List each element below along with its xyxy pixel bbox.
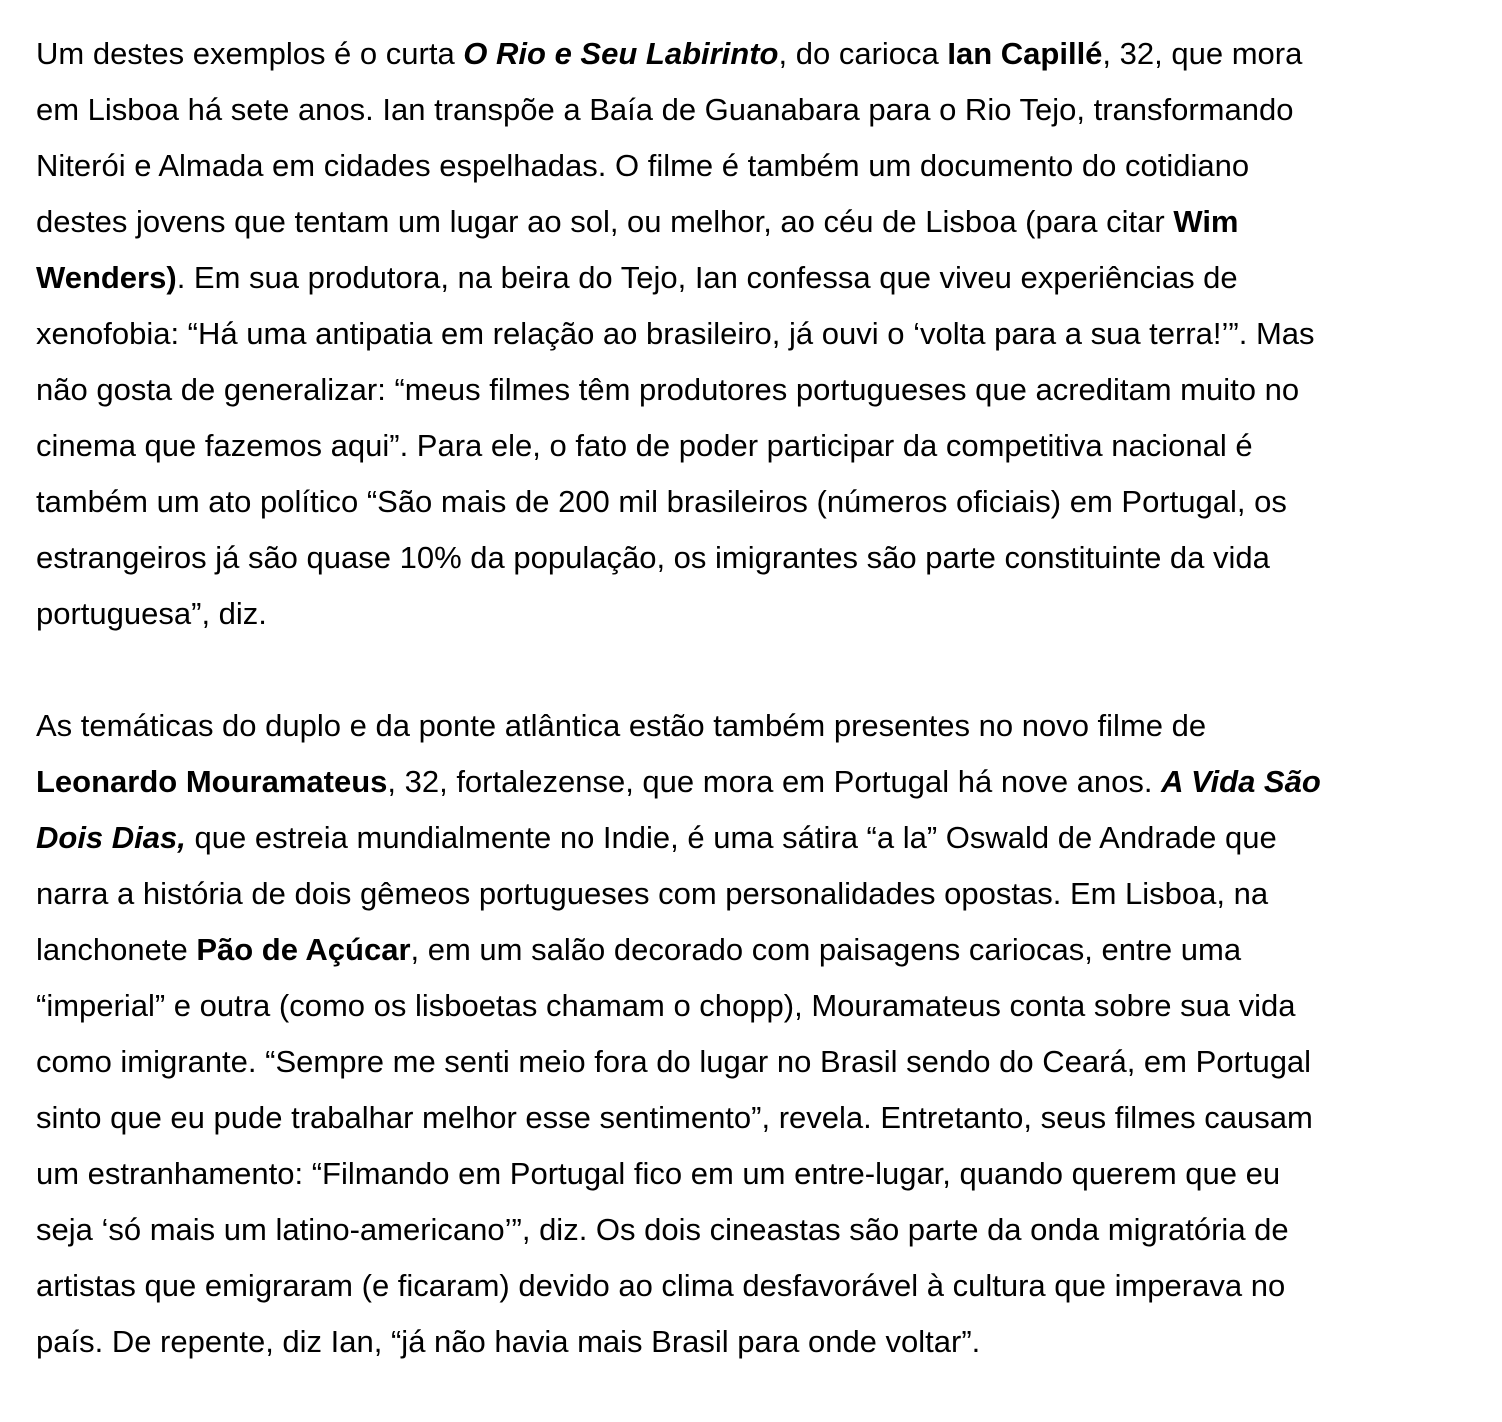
text-run: cinema que fazemos aqui”. Para ele, o fato de poder participar da competitiva nacional é xyxy=(36,428,1253,463)
text-run: que estreia mundialmente no Indie, é uma sátira “a la” Oswald de Andrade que xyxy=(185,820,1277,855)
text-line xyxy=(36,978,1476,1034)
text-run: um estranhamento: “Filmando em Portugal fico em um entre-lugar, quando querem que eu xyxy=(36,1156,1281,1191)
paragraph-1 xyxy=(36,26,1476,642)
bold-italic-title: O Rio e Seu Labirinto xyxy=(463,36,779,71)
text-run: artistas que emigraram (e ficaram) devido ao clima desfavorável à cultura que imperava no xyxy=(36,1268,1286,1303)
bold-italic-title: A Vida São xyxy=(1161,764,1321,799)
paragraph-gap xyxy=(36,642,1476,698)
text-line xyxy=(36,306,1476,362)
text-run: país. De repente, diz Ian, “já não havia mais Brasil para onde voltar”. xyxy=(36,1324,981,1359)
text-run: também um ato político “São mais de 200 mil brasileiros (números oficiais) em Portugal, os xyxy=(36,484,1287,519)
text-line xyxy=(36,698,1476,754)
text-run: lanchonete xyxy=(36,932,197,967)
text-run: não gosta de generalizar: “meus filmes têm produtores portugueses que acreditam muito no xyxy=(36,372,1300,407)
bold-text: Wenders) xyxy=(36,260,177,295)
text-run: seja ‘só mais um latino-americano’”, diz. Os dois cineastas são parte da onda migratória de xyxy=(36,1212,1289,1247)
text-run: em Lisboa há sete anos. Ian transpõe a Baía de Guanabara para o Rio Tejo, transformando xyxy=(36,92,1294,127)
text-line xyxy=(36,1146,1476,1202)
article-body xyxy=(36,26,1476,1370)
bold-text: Wim xyxy=(1173,204,1239,239)
text-run: Niterói e Almada em cidades espelhadas. O filme é também um documento do cotidiano xyxy=(36,148,1250,183)
text-line xyxy=(36,362,1476,418)
text-line xyxy=(36,250,1476,306)
text-line xyxy=(36,1258,1476,1314)
text-line xyxy=(36,530,1476,586)
text-run: portuguesa”, diz. xyxy=(36,596,267,631)
text-line xyxy=(36,194,1476,250)
text-run: , 32, que mora xyxy=(1102,36,1303,71)
text-line xyxy=(36,586,1476,642)
text-run: como imigrante. “Sempre me senti meio fora do lugar no Brasil sendo do Ceará, em Portugal xyxy=(36,1044,1312,1079)
text-line xyxy=(36,474,1476,530)
text-run: . Em sua produtora, na beira do Tejo, Ian confessa que viveu experiências de xyxy=(176,260,1238,295)
text-run: , 32, fortalezense, que mora em Portugal há nove anos. xyxy=(387,764,1162,799)
bold-text: Pão de Açúcar xyxy=(196,932,411,967)
text-run: Um destes exemplos é o curta xyxy=(36,36,464,71)
text-line xyxy=(36,922,1476,978)
text-line xyxy=(36,418,1476,474)
paragraph-2 xyxy=(36,698,1476,1370)
text-line xyxy=(36,26,1476,82)
text-line xyxy=(36,138,1476,194)
text-run: destes jovens que tentam um lugar ao sol, ou melhor, ao céu de Lisboa (para citar xyxy=(36,204,1174,239)
text-run: , em um salão decorado com paisagens cariocas, entre uma xyxy=(410,932,1242,967)
bold-text: Ian Capillé xyxy=(947,36,1103,71)
text-line xyxy=(36,82,1476,138)
text-line xyxy=(36,1090,1476,1146)
bold-text: Leonardo Mouramateus xyxy=(36,764,388,799)
text-run: As temáticas do duplo e da ponte atlântica estão também presentes no novo filme de xyxy=(36,708,1207,743)
text-line xyxy=(36,754,1476,810)
text-line xyxy=(36,810,1476,866)
text-line xyxy=(36,1202,1476,1258)
text-run: sinto que eu pude trabalhar melhor esse sentimento”, revela. Entretanto, seus filmes causam xyxy=(36,1100,1313,1135)
text-run: “imperial” e outra (como os lisboetas chamam o chopp), Mouramateus conta sobre sua vida xyxy=(36,988,1296,1023)
text-line xyxy=(36,1034,1476,1090)
text-run: narra a história de dois gêmeos portugueses com personalidades opostas. Em Lisboa, na xyxy=(36,876,1269,911)
bold-italic-title: Dois Dias, xyxy=(36,820,186,855)
text-line xyxy=(36,866,1476,922)
text-run: , do carioca xyxy=(778,36,948,71)
text-run: xenofobia: “Há uma antipatia em relação ao brasileiro, já ouvi o ‘volta para a sua terra!’”. Mas xyxy=(36,316,1315,351)
text-run: estrangeiros já são quase 10% da população, os imigrantes são parte constituinte da vida xyxy=(36,540,1270,575)
text-line xyxy=(36,1314,1476,1370)
